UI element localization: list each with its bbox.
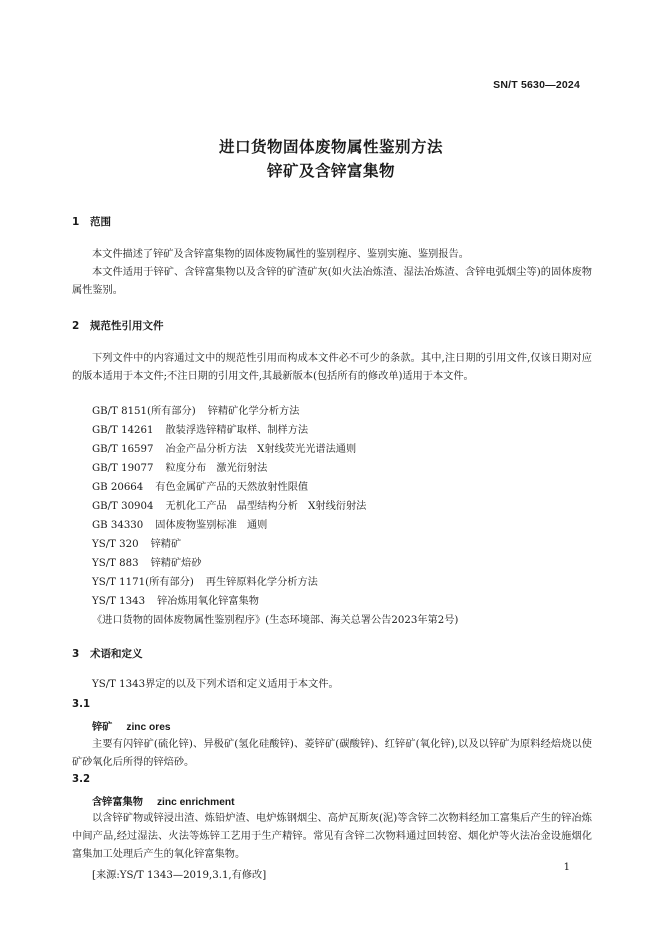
- standard-code: SN/T 5630—2024: [493, 79, 580, 91]
- section-title: 术语和定义: [90, 648, 143, 660]
- reference-title: 锌冶炼用氧化锌富集物: [157, 596, 259, 607]
- reference-code: GB/T 30904: [92, 501, 154, 512]
- term-name-en: zinc ores: [126, 722, 171, 733]
- reference-code: YS/T 883: [92, 558, 139, 569]
- reference-code: GB/T 19077: [92, 463, 154, 474]
- section-title: 范围: [90, 216, 111, 228]
- reference-code: YS/T 1171(所有部分): [92, 577, 194, 588]
- section-number: 2: [72, 320, 80, 332]
- scope-paragraph-1: 本文件描述了锌矿及含锌富集物的固体废物属性的鉴别程序、鉴别实施、鉴别报告。: [92, 249, 469, 260]
- term-name: [92, 793, 235, 808]
- scope-paragraph-2: 本文件适用于锌矿、含锌富集物以及含锌的矿渣矿灰(如火法冶炼渣、湿法冶炼渣、含锌电弧烟尘等)的固体废物属性鉴别。: [72, 267, 592, 296]
- references-intro: 下列文件中的内容通过文中的规范性引用而构成本文件必不可少的条款。其中,注日期的引用文件,仅该日期对应的版本适用于本文件;不注日期的引用文件,其最新版本(包括所有的修改单)适用于本文件。: [72, 353, 592, 382]
- reference-title: 无机化工产品 晶型结构分析 X射线衍射法: [165, 501, 367, 512]
- reference-title: 粒度分布 激光衍射法: [165, 463, 268, 474]
- title-line-2: 锌矿及含锌富集物: [266, 162, 395, 180]
- term-source-note: [来源:YS/T 1343—2019,3.1,有修改]: [92, 870, 267, 881]
- reference-title: 冶金产品分析方法 X射线荧光光谱法通则: [165, 444, 357, 455]
- reference-item: [92, 479, 308, 497]
- reference-code: GB/T 16597: [92, 444, 154, 455]
- terms-intro: YS/T 1343界定的以及下列术语和定义适用于本文件。: [92, 679, 339, 690]
- reference-item-regulation: 《进口货物的固体废物属性鉴别程序》(生态环境部、海关总署公告2023年第2号): [92, 615, 459, 626]
- reference-item: [92, 593, 259, 611]
- reference-item: [92, 422, 308, 440]
- reference-title: 锌精矿: [150, 539, 182, 550]
- term-name: [92, 718, 171, 733]
- reference-item: [92, 460, 267, 478]
- reference-code: GB/T 8151(所有部分): [92, 406, 196, 417]
- term-number: 3.1: [72, 699, 91, 710]
- reference-code: YS/T 320: [92, 539, 139, 550]
- reference-title: 散装浮选锌精矿取样、制样方法: [165, 425, 309, 436]
- reference-item: [92, 536, 181, 554]
- term-name-cn: 锌矿: [92, 722, 113, 733]
- reference-item: [92, 441, 356, 459]
- reference-title: 有色金属矿产品的天然放射性限值: [155, 482, 309, 493]
- reference-code: GB/T 14261: [92, 425, 154, 436]
- page-number: 1: [563, 862, 570, 873]
- section-2-heading: [72, 318, 164, 333]
- reference-item: [92, 517, 267, 535]
- reference-code: YS/T 1343: [92, 596, 146, 607]
- section-3-heading: [72, 646, 143, 661]
- section-number: 3: [72, 648, 80, 660]
- section-title: 规范性引用文件: [90, 320, 164, 332]
- term-definition: 主要有闪锌矿(硫化锌)、异极矿(氢化硅酸锌)、菱锌矿(碳酸锌)、红锌矿(氧化锌),以及以锌矿为原料经焙烧以使矿砂氧化后所得的锌焙砂。: [72, 739, 592, 768]
- reference-item: [92, 498, 366, 516]
- document-title: [0, 135, 662, 183]
- reference-code: GB 34330: [92, 520, 144, 531]
- section-number: 1: [72, 216, 80, 228]
- reference-title: 再生锌原料化学分析方法: [205, 577, 318, 588]
- reference-code: GB 20664: [92, 482, 144, 493]
- section-1-heading: [72, 214, 111, 229]
- reference-item: [92, 403, 299, 421]
- reference-item: [92, 555, 202, 573]
- reference-title: 锌精矿化学分析方法: [207, 406, 300, 417]
- term-number: 3.2: [72, 774, 91, 785]
- title-line-1: 进口货物固体废物属性鉴别方法: [218, 138, 443, 156]
- term-definition: 以含锌矿物或锌浸出渣、炼铅炉渣、电炉炼钢烟尘、高炉瓦斯灰(泥)等含锌二次物料经加工富集后产生的锌冶炼中间产品,经过湿法、火法等炼锌工艺用于生产精锌。常见有含锌二次物料通过回转窑、烟化炉等火法冶金设施烟化富集加工处理后产生的氧化锌富集物。: [72, 813, 592, 860]
- reference-item: [92, 574, 318, 592]
- reference-title: 锌精矿焙砂: [150, 558, 202, 569]
- term-name-en: zinc enrichment: [156, 797, 235, 808]
- reference-title: 固体废物鉴别标准 通则: [155, 520, 268, 531]
- term-name-cn: 含锌富集物: [92, 797, 143, 808]
